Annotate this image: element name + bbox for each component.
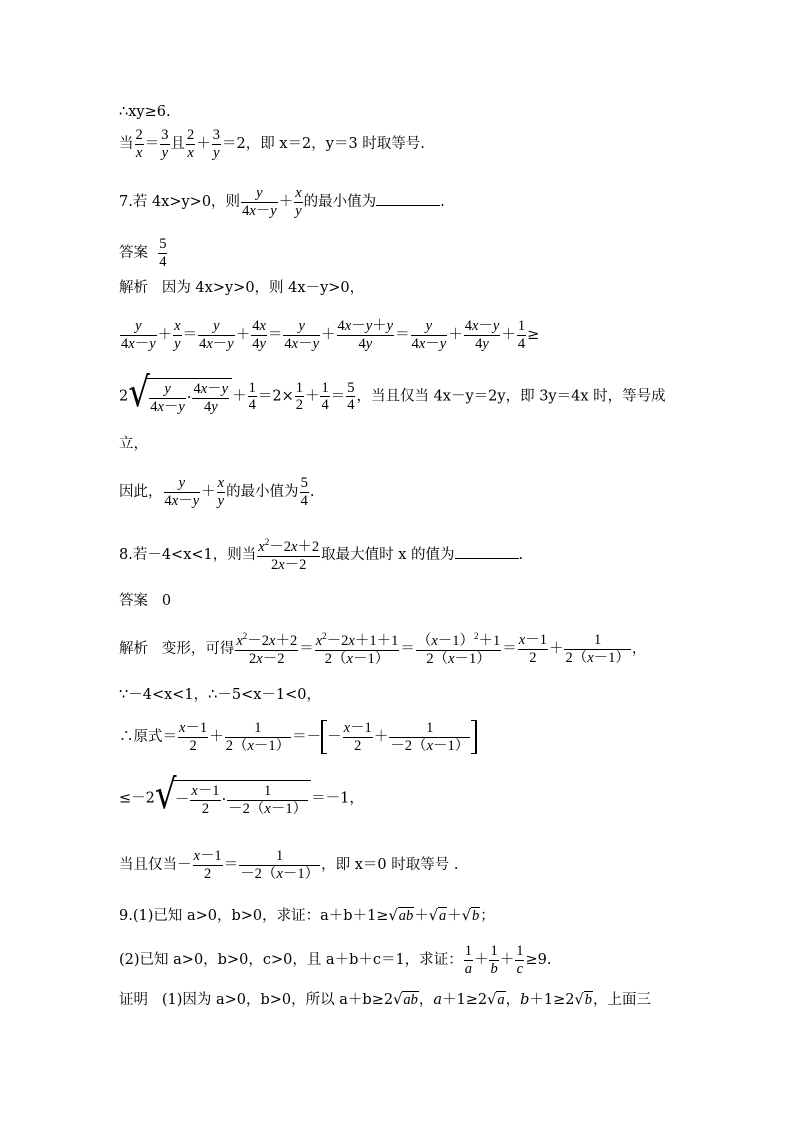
question-7: 7.若 4x>y>0，则 $\frac{y}{4x-y}$ ＋ $\frac{x}{y}$ 的最小值为 . xyxy=(119,185,445,219)
bracket: － $\frac{x-1}{2}$ ＋ $\frac{1}{-2(x-1)}$ xyxy=(321,720,477,754)
analysis-7-conclusion: 因此， $\frac{y}{4x-y}$ ＋ $\frac{x}{y}$ 的最小值为 $\frac{5}{4}$ . xyxy=(119,475,315,509)
square-root: √ $\frac{y}{4x-y}$ · $\frac{4x-y}{4y}$ xyxy=(128,378,232,415)
text: ∵－4<x<1，∴－5<x－1<0， xyxy=(119,687,322,703)
text: ，即 x＝2，y＝3 时取等号. xyxy=(245,136,425,153)
therefore-xy: ∴xy≥6. xyxy=(119,104,171,120)
text: 9.(1)已知 a>0，b>0，求证：a＋b＋1≥ xyxy=(119,908,389,924)
text: 且 xyxy=(170,136,185,153)
text: 变形，可得 xyxy=(161,641,235,658)
analysis-7-line4 xyxy=(119,437,148,452)
proof-line: 证明 (1)因为 a>0，b>0，所以 a＋b≥2√ab，a＋1≥2√a，b＋1≥2√b，上面三 xyxy=(119,992,651,1008)
fraction: $\frac{x^2-2x+2}{2x-2}$ xyxy=(258,537,320,573)
answer-label: 答案 xyxy=(119,245,148,262)
analysis-label: 解析 xyxy=(119,641,148,658)
fraction: $\frac{y}{4x-y}$ xyxy=(242,185,277,219)
equality-condition-line: 当 $\frac{2}{x}$ ＝ $\frac{3}{y}$ 且 $\frac{2}{x}$ ＋ $\frac{3}{y}$ ＝2，即 x＝2，y＝3 时取等号. xyxy=(119,127,425,161)
text: ，当且仅当 4x－y＝2y，即 3y＝4x 时，等号成 xyxy=(356,388,666,405)
text: ＝－1， xyxy=(311,790,364,807)
answer-blank xyxy=(455,546,519,559)
answer-fraction: $\frac{5}{4}$ xyxy=(159,236,167,270)
square-root: √ － $\frac{x-1}{2}$ · $\frac{1}{-2(x-1)}$ xyxy=(155,780,311,817)
question-9-part1: 9.(1)已知 a>0，b>0，求证：a＋b＋1≥√ab＋√a＋√b； xyxy=(119,908,495,924)
text: ，即 x＝0 时取等号 . xyxy=(321,857,459,874)
text: 取最大值时 x 的值为 xyxy=(321,547,455,564)
answer-7 xyxy=(119,236,168,270)
text: 立， xyxy=(119,436,148,452)
analysis-label: 解析 xyxy=(119,280,148,296)
text: ≥9. xyxy=(525,952,552,969)
text: 7.若 4x>y>0，则 xyxy=(119,194,241,211)
analysis-8-line2 xyxy=(119,688,321,703)
analysis-8-line1: 解析 变形，可得 $\frac{x^2-2x+2}{2x-2}$ ＝ $\frac{x^2-2x+1+1}{2(x-1)}$ ＝ $\frac{(x-1)^2+1}{2(x-1)}$ ＝ $\frac{x-1}{2}$ ＋ $\frac{1}{2(x-1)}$ ， xyxy=(119,631,647,667)
fraction: $\frac{2}{x}$ xyxy=(187,127,195,161)
answer-blank xyxy=(376,193,440,206)
answer-value: 0 xyxy=(161,593,172,609)
answer-label: 答案 xyxy=(119,593,148,609)
analysis-8-line5: 当且仅当－ $\frac{x-1}{2}$ ＝ $\frac{1}{-2(x-1)}$ ，即 x＝0 时取等号 . xyxy=(119,848,459,882)
analysis-8-line3: ∴原式＝ $\frac{x-1}{2}$ ＋ $\frac{1}{2(x-1)}$ ＝－ － $\frac{x-1}{2}$ ＋ $\frac{1}{-2(x-1)}$ xyxy=(119,720,477,754)
text: (1)因为 a>0，b>0，所以 a＋b≥2 xyxy=(161,992,394,1008)
text: ∴原式＝ xyxy=(119,729,177,746)
text: 因此， xyxy=(119,484,163,501)
question-8: 8.若－4<x<1，则当 $\frac{x^2-2x+2}{2x-2}$ 取最大值时 x 的值为 . xyxy=(119,537,524,573)
fraction: $\frac{3}{y}$ xyxy=(161,127,169,161)
fraction: $\frac{x}{y}$ xyxy=(295,185,302,219)
fraction: $\frac{2}{x}$ xyxy=(135,127,143,161)
text: 的最小值为 xyxy=(303,194,377,211)
text: 因为 4x>y>0，则 4x－y>0， xyxy=(161,280,365,296)
analysis-7-equation: $\frac{y}{4x-y}$ ＋ $\frac{x}{y}$ ＝ $\frac{y}{4x-y}$ ＋ $\frac{4x}{4y}$ ＝ $\frac{y}{4x-y}$ ＋ $\frac{4x-y+y}{4y}$ ＝ $\frac{y}{4x-y}$ ＋ $\frac{4x-y}{4y}$ ＋ $\frac{1}{4}$ ≥ xyxy=(121,318,540,352)
text-line xyxy=(119,105,171,120)
analysis-8-line4: ≤－2 √ － $\frac{x-1}{2}$ · $\frac{1}{-2(x-1)}$ ＝－1， xyxy=(119,771,364,819)
fraction: $\frac{3}{y}$ xyxy=(212,127,220,161)
text: 8.若－4<x<1，则当 xyxy=(119,547,257,564)
answer-8 xyxy=(119,594,171,609)
text: ，上面三 xyxy=(593,992,651,1008)
text: 的最小值为 xyxy=(226,484,299,501)
analysis-7-radical-line: 2 √ $\frac{y}{4x-y}$ · $\frac{4x-y}{4y}$ ＋ $\frac{1}{4}$ ＝2× $\frac{1}{2}$ ＋ $\frac{1}{4}$ ＝ $\frac{5}{4}$ ，当且仅当 4x－y＝2y，即 3y＝4x 时，等号成 xyxy=(119,369,666,417)
text: 当且仅当－ xyxy=(119,857,192,874)
proof-label: 证明 xyxy=(119,992,148,1008)
text: 当 xyxy=(119,136,134,153)
question-9-part2: (2)已知 a>0，b>0，c>0，且 a＋b＋c＝1，求证： $\frac{1}{a}$ ＋ $\frac{1}{b}$ ＋ $\frac{1}{c}$ ≥9. xyxy=(119,943,552,977)
analysis-7-line1 xyxy=(119,281,364,296)
text: (2)已知 a>0，b>0，c>0，且 a＋b＋c＝1，求证： xyxy=(119,952,463,969)
